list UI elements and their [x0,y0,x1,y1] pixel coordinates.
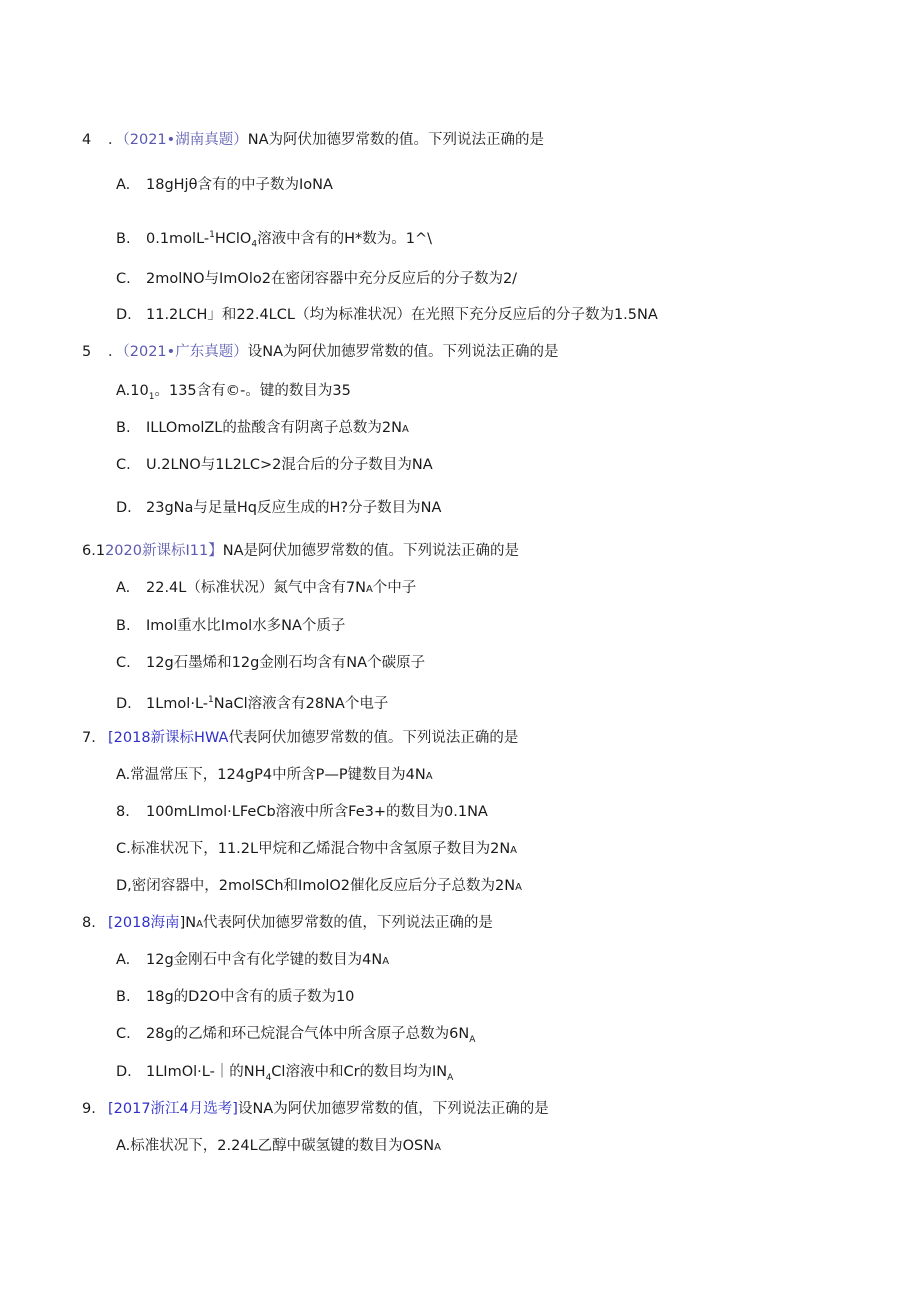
option-text: 12g金刚石中含有化学键的数目为4N [146,952,383,968]
subscript: 4 [251,239,258,250]
question-number: 9. [82,1101,96,1117]
option-text: 12g石墨烯和12g金刚石均含有NA个碳原子 [146,655,426,671]
option-a [116,579,416,599]
option-text: 100mLImol·LFeCb溶液中所含Fe3+的数目为0.1NA [146,804,488,820]
option-label: B. [116,420,131,436]
option-text: 。135含有©-。键的数目为35 [154,383,351,399]
option-label: A. [116,952,131,968]
option-label: A. [116,1138,131,1154]
option-c [116,654,425,672]
option-d [116,1063,453,1087]
option-text: 23gNa与足量Hq反应生成的H?分子数目为NA [146,500,442,516]
option-text: 11.2LCH」和22.4LCL（均为标准状况）在光照下充分反应后的分子数为1.5NA [146,307,658,323]
option-text: 1Lmol·L- [146,695,208,712]
option-label: A. [116,767,131,783]
question-number: 8. [82,915,96,931]
question-source: [2018海南 [108,915,180,931]
option-text: U.2LNO与1L2LC>2混合后的分子数目为NA [146,457,433,473]
question-number: 5 [82,344,92,360]
question-lead: .1 [91,543,106,559]
question-source: 2020新课标I11】 [105,543,223,559]
option-label: D. [116,1064,132,1080]
option-text: Cl溶液中和Cr的数目均为IN [271,1064,448,1080]
question-text: 设NA为阿伏加德罗常数的值，下列说法正确的是 [237,1101,549,1117]
subscript-a: A [510,845,518,856]
option-c [116,456,433,474]
question-source: （2021•湖南真题） [122,132,248,148]
question-text: NA为阿伏加德罗常数的值。下列说法正确的是 [247,132,544,148]
option-text: 18gHjθ含有的中子数为IoNA [146,177,333,193]
subscript-a: A [515,882,522,893]
option-c [116,840,517,860]
subscript: A [447,1072,454,1083]
option-label: B. [116,230,131,247]
option-d [116,306,658,324]
subscript-a: A [401,424,409,435]
question-7-stem [82,729,518,747]
superscript: 1 [209,230,215,240]
option-label: D. [116,695,132,712]
option-text: Imol重水比Imol水多NA个质子 [146,618,346,634]
subscript: A [469,1034,476,1045]
option-label: A. [116,383,131,399]
option-d [116,691,388,713]
option-b [116,419,409,439]
option-label: A. [116,580,131,596]
option-b [116,803,488,821]
question-number: 7. [82,730,96,746]
option-text: 0.1molL- [146,230,210,247]
question-number: 6 [82,543,92,559]
question-lead: ． [108,344,123,360]
question-9-stem [82,1100,549,1118]
option-a [116,766,433,786]
option-text: 2molNO与ImOlo2在密闭容器中充分反应后的分子数为2/ [146,271,518,287]
option-b [116,226,432,254]
subscript-a: A [196,919,203,930]
question-source: [2017浙江4月选考] [108,1101,238,1117]
question-5-stem [82,343,558,361]
option-text: ILLOmolZL的盐酸含有阴离子总数为2N [146,420,402,436]
option-text: 个中子 [372,580,417,596]
option-text: 10 [130,383,149,399]
option-a [116,382,351,406]
option-c [116,1025,475,1049]
option-text: 1LImOl·L-｜的NH [146,1064,266,1080]
question-4-stem [82,131,544,149]
subscript-a: A [434,1142,441,1153]
option-a [116,1137,441,1157]
option-text: 常温常压下，124gP4中所含P—P键数目为4N [130,767,426,783]
option-text: 密闭容器中，2molSCh和ImolO2催化反应后分子总数为2N [131,878,516,894]
question-source: （2021•广东真题） [122,344,248,360]
subscript-a: A [382,956,390,967]
option-text: NaCl溶液含有28NA个电子 [213,695,389,712]
option-a [116,176,333,194]
subscript-a: A [425,771,433,782]
subscript-a: A [365,584,373,595]
option-text: 标准状况下，2.24L乙醇中碳氢键的数目为OSN [130,1138,435,1154]
option-c [116,270,517,288]
option-label: C. [116,457,131,473]
option-text: HClO [214,230,252,247]
option-label: C. [116,271,131,287]
option-a [116,951,389,971]
subscript: 4 [265,1072,272,1083]
option-text: 标准状况下，11.2L甲烷和乙烯混合物中含氢原子数目为2N [130,841,511,857]
option-text: 28g的乙烯和环己烷混合气体中所含原子总数为6N [146,1026,470,1042]
option-text: 18g的D2O中含有的质子数为10 [146,989,355,1005]
question-8-stem [82,914,493,934]
question-text: 代表阿伏加德罗常数的值。下列说法正确的是 [228,730,519,746]
option-d [116,499,441,517]
question-text: NA是阿伏加德罗常数的值。下列说法正确的是 [222,543,519,559]
option-b [116,988,354,1006]
option-b [116,617,345,635]
option-label: D. [116,500,132,516]
question-text: 代表阿伏加德罗常数的值，下列说法正确的是 [202,915,493,931]
option-label: D. [116,307,132,323]
option-label: B. [116,989,131,1005]
superscript: 1 [208,695,214,705]
option-text: 22.4L（标准状况）氮气中含有7N [146,580,366,596]
option-text: 溶液中含有的H*数为。1^\ [257,230,433,247]
option-label: A. [116,177,131,193]
question-number: 4 [82,132,92,148]
option-label: 8. [116,804,130,820]
option-label: D, [116,878,132,894]
option-d [116,877,522,897]
question-text: ]N [179,915,197,931]
question-6-stem [82,542,519,560]
question-text: 设NA为阿伏加德罗常数的值。下列说法正确的是 [247,344,559,360]
question-lead: ． [108,132,123,148]
option-label: C. [116,841,131,857]
option-label: C. [116,655,131,671]
option-label: B. [116,618,131,634]
subscript: 1 [148,391,155,402]
question-source: [2018新课标HWA [108,730,229,746]
option-label: C. [116,1026,131,1042]
